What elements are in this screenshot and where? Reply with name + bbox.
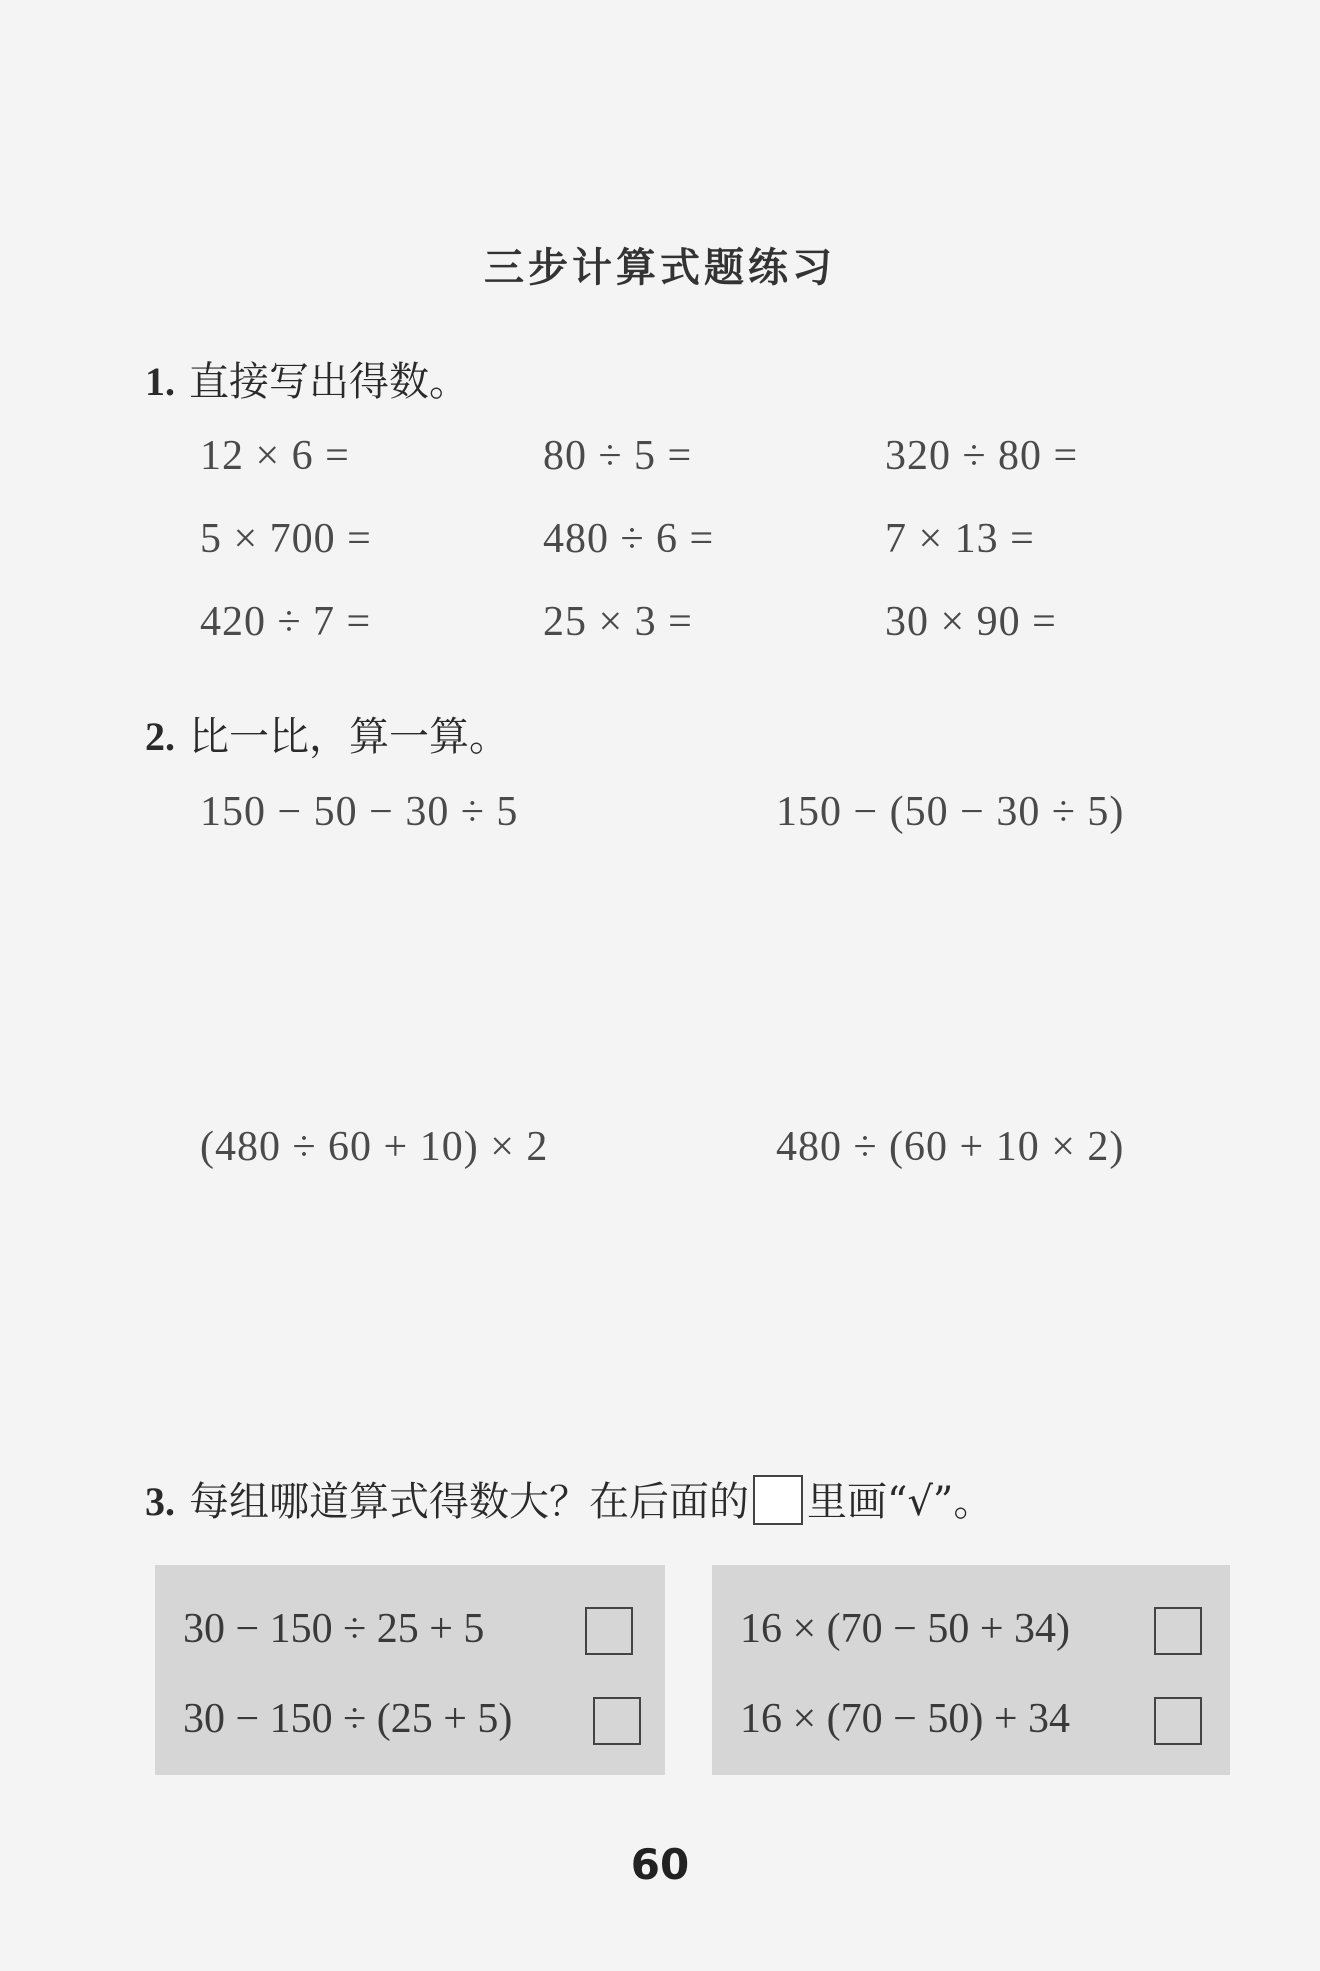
q1-expression: 30 × 90 = xyxy=(885,599,1057,645)
group-2-expression-2: 16 × (70 − 50) + 34 xyxy=(740,1696,1071,1742)
group-2-answer-box-1[interactable] xyxy=(1154,1607,1202,1655)
q2-expression: 150 − 50 − 30 ÷ 5 xyxy=(200,789,519,835)
question-2-instruction: 比一比，算一算。 xyxy=(189,714,509,760)
question-3-heading xyxy=(145,1470,993,1527)
comparison-group-2 xyxy=(712,1565,1230,1775)
q2-expression: 150 − (50 − 30 ÷ 5) xyxy=(776,789,1125,835)
question-3-number: 3. xyxy=(145,1479,175,1524)
q2-expression: (480 ÷ 60 + 10) × 2 xyxy=(200,1124,549,1170)
question-1-number: 1. xyxy=(145,359,175,404)
question-2-heading xyxy=(145,705,509,762)
group-2-answer-box-2[interactable] xyxy=(1154,1697,1202,1745)
question-1-instruction: 直接写出得数。 xyxy=(189,359,469,405)
q1-expression: 7 × 13 = xyxy=(885,516,1035,562)
q1-expression: 12 × 6 = xyxy=(200,433,350,479)
group-1-expression-2: 30 − 150 ÷ (25 + 5) xyxy=(183,1696,513,1742)
page-title: 三步计算式题练习 xyxy=(484,245,836,291)
q2-expression: 480 ÷ (60 + 10 × 2) xyxy=(776,1124,1125,1170)
q1-expression: 5 × 700 = xyxy=(200,516,372,562)
question-3-instruction-start: 每组哪道算式得数大？在后面的 xyxy=(189,1479,749,1525)
question-3-instruction-end: 里画“√”。 xyxy=(807,1479,994,1525)
question-2-number: 2. xyxy=(145,714,175,759)
group-1-expression-1: 30 − 150 ÷ 25 + 5 xyxy=(183,1606,485,1652)
q1-expression: 80 ÷ 5 = xyxy=(543,433,693,479)
q1-expression: 480 ÷ 6 = xyxy=(543,516,715,562)
answer-box-icon xyxy=(753,1475,803,1525)
group-2-expression-1: 16 × (70 − 50 + 34) xyxy=(740,1606,1071,1652)
page-number: 60 xyxy=(630,1840,690,1889)
group-1-answer-box-2[interactable] xyxy=(593,1697,641,1745)
question-1-heading xyxy=(145,350,469,407)
group-1-answer-box-1[interactable] xyxy=(585,1607,633,1655)
q1-expression: 320 ÷ 80 = xyxy=(885,433,1079,479)
q1-expression: 420 ÷ 7 = xyxy=(200,599,372,645)
comparison-group-1 xyxy=(155,1565,665,1775)
q1-expression: 25 × 3 = xyxy=(543,599,693,645)
